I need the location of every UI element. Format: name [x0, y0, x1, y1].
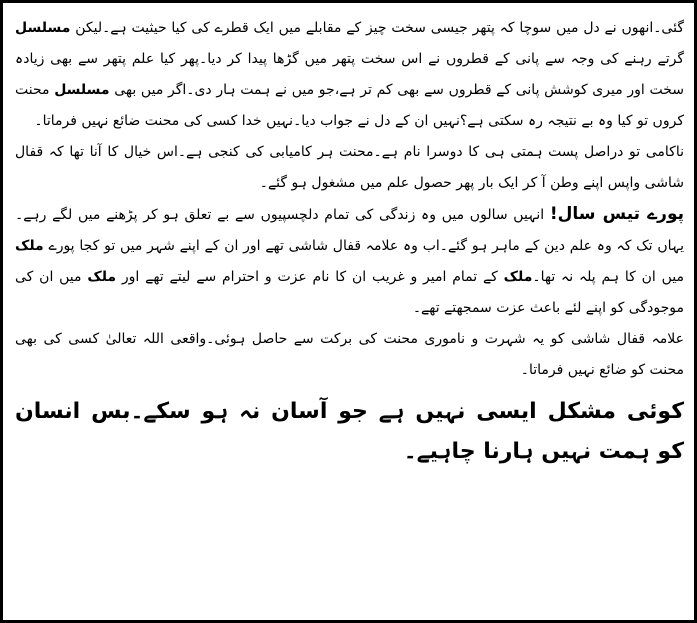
paragraph-2: ناکامی تو دراصل پست ہمتی ہی کا دوسرا نام ہے۔محنت ہر کامیابی کی کنجی ہے۔اس خیال کا آنا تھا کہ قفال شاشی واپس اپنے وطن آ کر ایک بار پھر حصول علم میں مشغول ہو گئے۔ [15, 144, 684, 191]
paragraph-3 [15, 199, 684, 324]
paragraph-3-text-a: انہیں سالوں میں وہ زندگی کی تمام دلچسپیوں سے بے تعلق ہو کر پڑھنے میں لگے رہے۔یہاں تک کہ وہ علم دین کے ماہر ہو گئے۔اب وہ علامہ قفال شاشی تھے اور ان کے اپنے شہر میں تو کجا پورے [15, 207, 684, 254]
emphasis-mulk: ملک [503, 269, 533, 285]
emphasis-mulk: ملک [15, 238, 44, 254]
emphasis-musalsal: مسلسل [15, 20, 71, 36]
emphasis-mulk: ملک [87, 269, 117, 285]
paragraph-3-text-e: کے تمام امیر و غریب ان کا نام عزت و احترام سے لیتے تھے اور [116, 269, 504, 285]
paragraph-1-text-e: محنت کروں تو کیا وہ بے نتیجہ رہ سکتی ہے؟نہیں ان کے دل نے جواب دیا۔نہیں خدا کسی کی محنت ضائع نہیں فرماتا۔ [15, 82, 684, 129]
paragraph-3-text-g: میں ان کی موجودگی کو اپنے لئے باعث عزت سمجھتے تھے۔ [15, 269, 684, 316]
paragraph-1 [15, 13, 684, 137]
closing-moral: کوئی مشکل ایسی نہیں ہے جو آسان نہ ہو سکے۔بس انسان کو ہمت نہیں ہارنا چاہیے۔ [15, 399, 684, 464]
paragraph-1-text-c: گرتے رہنے کی وجہ سے پانی کے قطروں نے اس سخت پتھر میں گڑھا پیدا کر دیا۔پھر کیا علم پتھر سے بھی زیادہ سخت اور میری کوشش پانی کے قطروں سے بھی کم تر ہے،جو میں نے ہمت ہار دی۔اگر میں بھی [15, 51, 684, 98]
paragraph-4: علامہ قفال شاشی کو یہ شہرت و ناموری محنت کی برکت سے حاصل ہوئی۔واقعی اللہ تعالیٰ کسی کی بھی محنت کو ضائع نہیں فرماتا۔ [15, 331, 684, 378]
paragraph-1-text-a: گئی۔انھوں نے دل میں سوچا کہ پتھر جیسی سخت چیز کے مقابلے میں ایک قطرے کی کیا حیثیت ہے۔لیکن [70, 20, 684, 36]
paragraph-3-text-c: میں ان کا ہم پلہ نہ تھا۔ [532, 269, 684, 285]
highlight-thirty-years: پورے تیس سال! [549, 204, 684, 224]
document-body [3, 3, 694, 472]
emphasis-musalsal: مسلسل [54, 82, 110, 98]
